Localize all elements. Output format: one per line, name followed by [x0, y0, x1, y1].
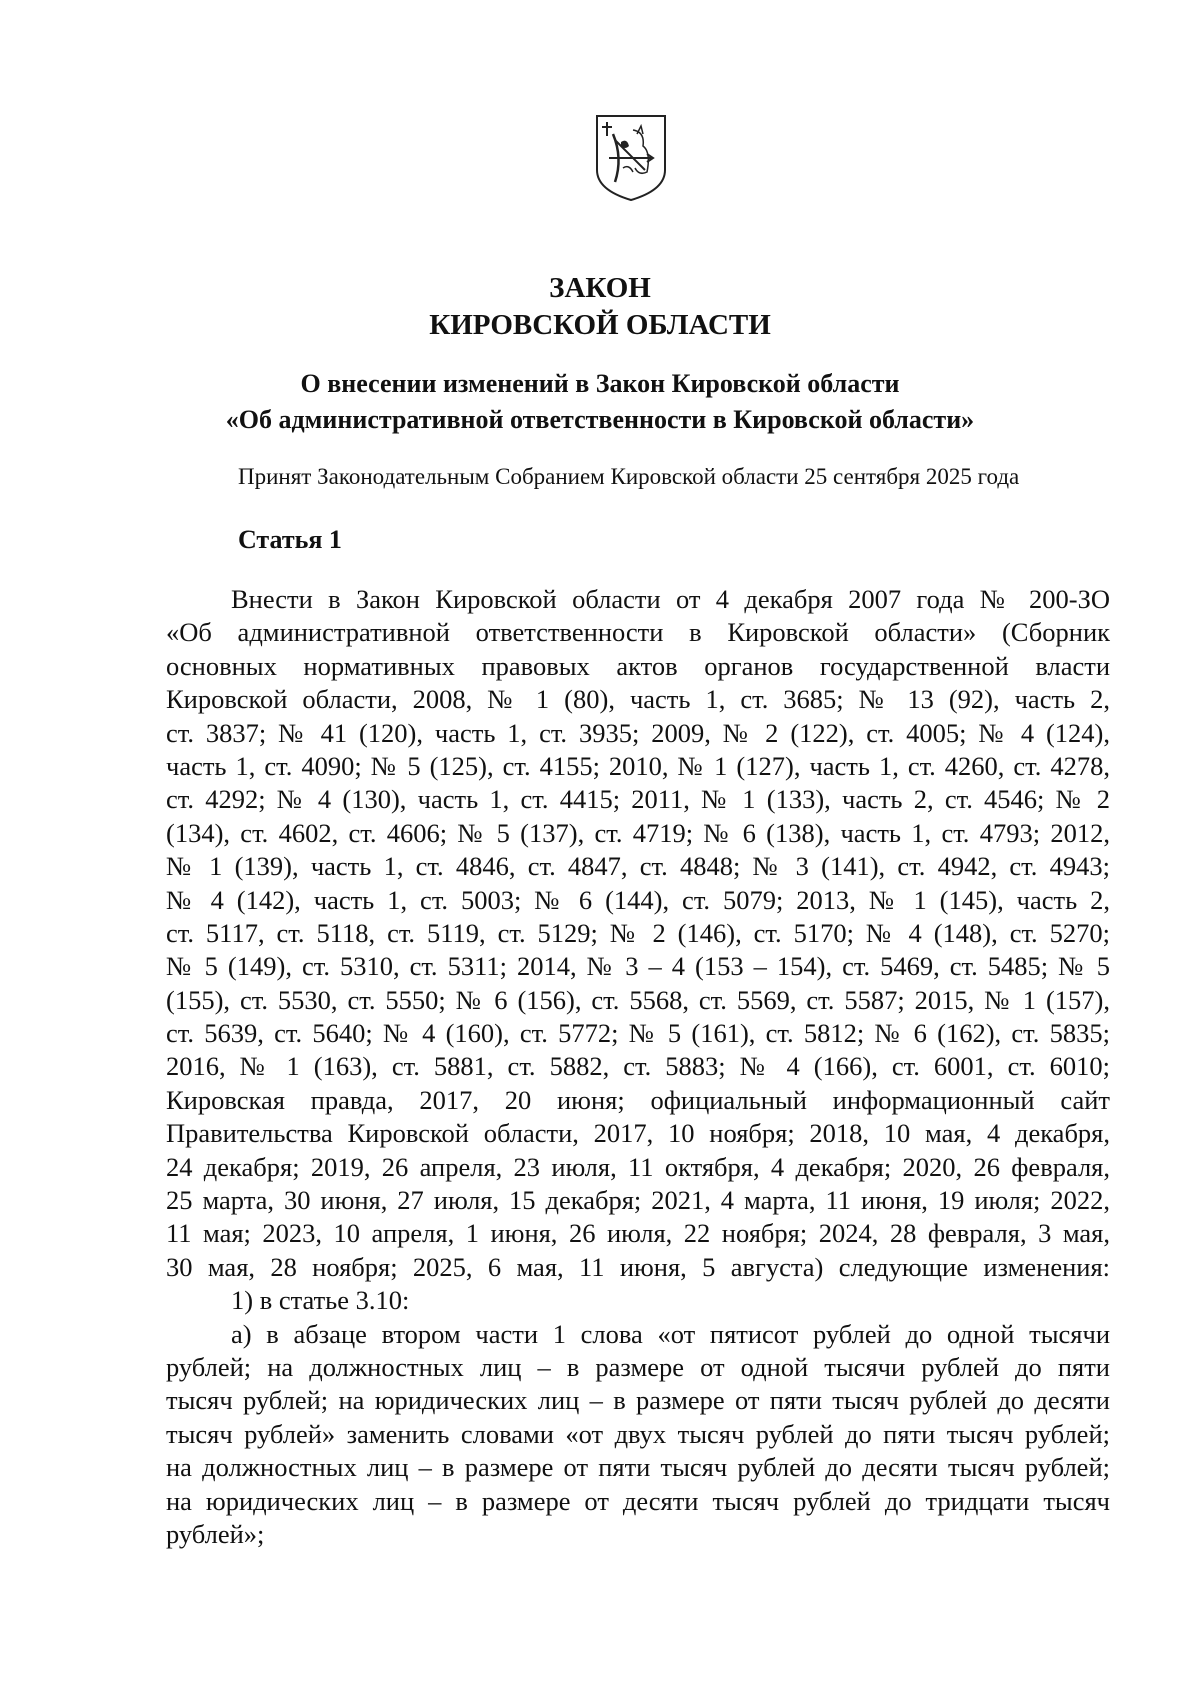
- body-line: рублей»;: [166, 1518, 265, 1549]
- body-line: 11 мая; 2023, 10 апреля, 1 июня, 26 июля, 22 ноября; 2024, 28 февраля, 3 мая,: [166, 1218, 1110, 1249]
- law-subtitle: [0, 366, 1200, 438]
- body-line: на должностных лиц – в размере от пяти тысяч рублей до десяти тысяч рублей;: [166, 1452, 1110, 1483]
- body-line: ст. 5117, ст. 5118, ст. 5119, ст. 5129; № 2 (146), ст. 5170; № 4 (148), ст. 5270;: [166, 917, 1110, 948]
- body-line: Правительства Кировской области, 2017, 10 ноября; 2018, 10 мая, 4 декабря,: [166, 1118, 1110, 1149]
- body-line: рублей; на должностных лиц – в размере от одной тысячи рублей до пяти: [166, 1351, 1110, 1382]
- body-line: 25 марта, 30 июня, 27 июля, 15 декабря; 2021, 4 марта, 11 июня, 19 июля; 2022,: [166, 1185, 1110, 1216]
- article-body: [166, 583, 1110, 1551]
- article-heading: Статья 1: [238, 525, 342, 554]
- law-subtitle-line2: «Об административной ответственности в Кировской области»: [225, 405, 975, 434]
- body-line: ст. 3837; № 41 (120), часть 1, ст. 3935; 2009, № 2 (122), ст. 4005; № 4 (124),: [166, 717, 1110, 748]
- body-line: 2016, № 1 (163), ст. 5881, ст. 5882, ст. 5883; № 4 (166), ст. 6001, ст. 6010;: [166, 1051, 1110, 1082]
- body-line: (155), ст. 5530, ст. 5550; № 6 (156), ст. 5568, ст. 5569, ст. 5587; 2015, № 1 (157),: [166, 984, 1110, 1015]
- body-line: тысяч рублей» заменить словами «от двух тысяч рублей до пяти тысяч рублей;: [166, 1418, 1110, 1449]
- body-line: № 4 (142), часть 1, ст. 5003; № 6 (144), ст. 5079; 2013, № 1 (145), часть 2,: [166, 884, 1110, 915]
- body-line: «Об административной ответственности в Кировской области» (Сборник: [166, 617, 1110, 648]
- body-line: а) в абзаце втором части 1 слова «от пятисот рублей до одной тысячи: [231, 1318, 1110, 1349]
- body-line: № 5 (149), ст. 5310, ст. 5311; 2014, № 3 – 4 (153 – 154), ст. 5469, ст. 5485; № 5: [166, 951, 1110, 982]
- body-line: Кировской области, 2008, № 1 (80), часть 1, ст. 3685; № 13 (92), часть 2,: [166, 684, 1110, 715]
- law-subtitle-line1: О внесении изменений в Закон Кировской области: [300, 369, 900, 398]
- law-title-line1: ЗАКОН: [549, 272, 651, 304]
- body-line: 30 мая, 28 ноября; 2025, 6 мая, 11 июня, 5 августа) следующие изменения:: [166, 1251, 1110, 1282]
- body-line: Кировская правда, 2017, 20 июня; официальный информационный сайт: [166, 1084, 1110, 1115]
- law-title-line2: КИРОВСКОЙ ОБЛАСТИ: [429, 309, 771, 341]
- body-line: на юридических лиц – в размере от десяти тысяч рублей до тридцати тысяч: [166, 1485, 1110, 1516]
- body-line: часть 1, ст. 4090; № 5 (125), ст. 4155; 2010, № 1 (127), часть 1, ст. 4260, ст. 4278,: [166, 750, 1110, 781]
- body-line: основных нормативных правовых актов органов государственной власти: [166, 650, 1110, 681]
- body-line: тысяч рублей; на юридических лиц – в размере от пяти тысяч рублей до десяти: [166, 1385, 1110, 1416]
- body-line: ст. 4292; № 4 (130), часть 1, ст. 4415; 2011, № 1 (133), часть 2, ст. 4546; № 2: [166, 784, 1110, 815]
- coat-of-arms-icon: [593, 112, 669, 204]
- body-line: № 1 (139), часть 1, ст. 4846, ст. 4847, ст. 4848; № 3 (141), ст. 4942, ст. 4943;: [166, 851, 1110, 882]
- adoption-note: Принят Законодательным Собранием Кировской области 25 сентября 2025 года: [238, 464, 1020, 489]
- body-line: 1) в статье 3.10:: [231, 1285, 410, 1316]
- body-line: 24 декабря; 2019, 26 апреля, 23 июля, 11 октября, 4 декабря; 2020, 26 февраля,: [166, 1151, 1110, 1182]
- body-line: Внести в Закон Кировской области от 4 декабря 2007 года № 200-ЗО: [231, 584, 1110, 614]
- law-title: [0, 270, 1200, 344]
- body-line: ст. 5639, ст. 5640; № 4 (160), ст. 5772; № 5 (161), ст. 5812; № 6 (162), ст. 5835;: [166, 1018, 1110, 1049]
- body-line: (134), ст. 4602, ст. 4606; № 5 (137), ст. 4719; № 6 (138), часть 1, ст. 4793; 2012,: [166, 817, 1110, 848]
